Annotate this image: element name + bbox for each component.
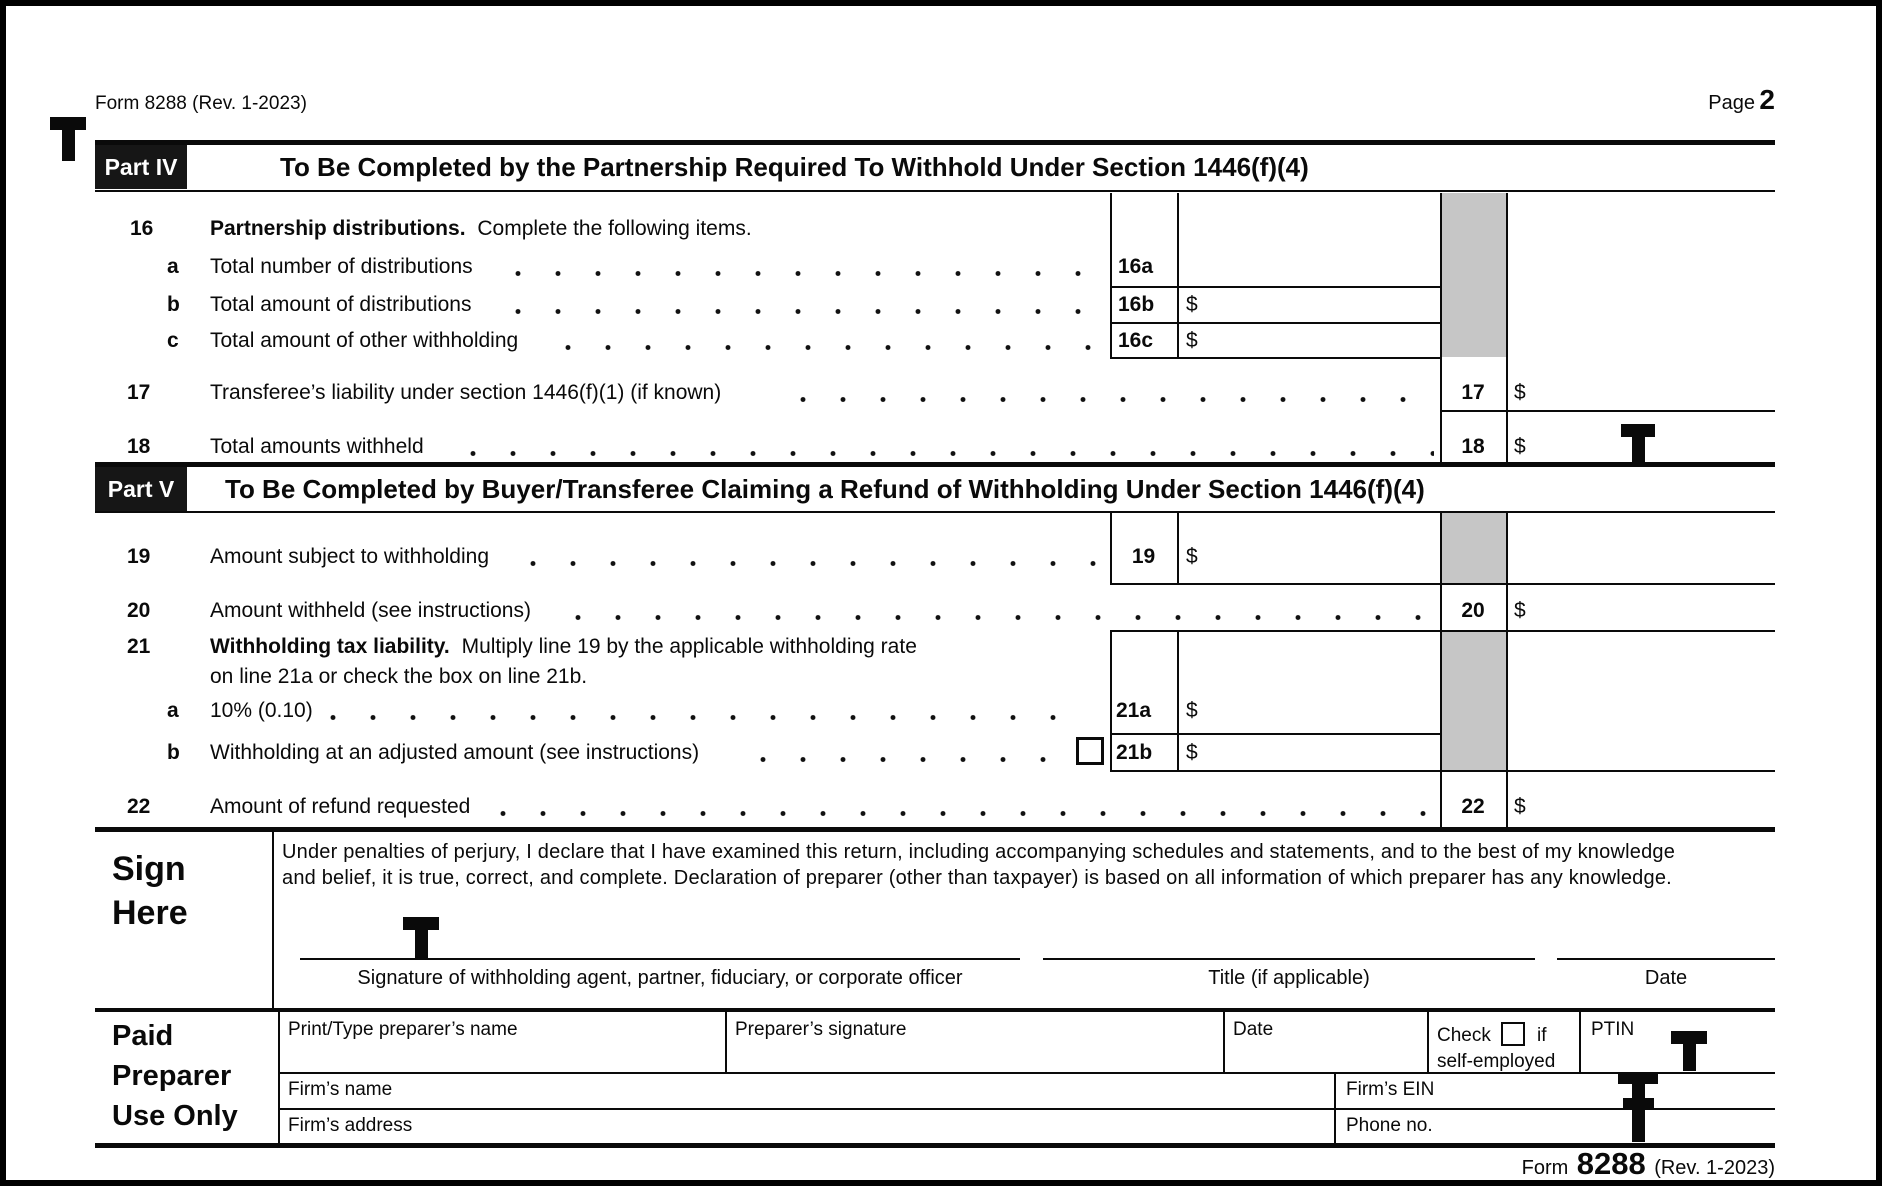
line20-text: Amount withheld (see instructions) [210,599,531,622]
dollar-sign: $ [1514,381,1526,404]
dollar-sign: $ [1514,435,1526,458]
footer-rev: (Rev. 1-2023) [1654,1157,1775,1179]
line17-box-label: 17 [1461,381,1485,404]
text-cursor-bar [1618,1072,1658,1084]
text-cursor-stem [1632,1084,1645,1142]
text-cursor-bar [403,917,439,930]
grid-vline [1506,513,1508,827]
part4-label: Part IV [95,145,187,189]
paid-preparer-label-line1: Paid [112,1020,174,1052]
text-cursor-marker-5[interactable] [1618,1072,1658,1142]
dollar-sign: $ [1186,545,1198,568]
text-cursor-marker-2[interactable] [1621,424,1655,462]
line21-text-bold: Withholding tax liability. [210,635,450,658]
grid-hline [1110,357,1442,359]
paid-preparer-label-line2: Preparer [112,1060,232,1092]
line16a-entry-field[interactable] [1180,195,1438,284]
grid-vline [1110,630,1112,770]
line22-box-label: 22 [1461,795,1485,818]
dotted-leader [530,560,1102,567]
line21b-box-label: 21b [1116,741,1153,764]
line16c-entry-field[interactable] [1210,324,1438,355]
line16-text-rest: Complete the following items. [477,217,752,240]
signature-line[interactable] [300,958,1020,960]
grid-vline [1440,513,1442,827]
line21b-entry-field[interactable] [1210,735,1438,768]
line21-number: 21 [127,635,151,658]
date-line[interactable] [1557,958,1775,960]
line16a-text: Total number of distributions [210,255,473,278]
part5-title: To Be Completed by Buyer/Transferee Claiming a Refund of Withholding Under Section 1446(f)(4) [225,474,1425,504]
grid-vline [1177,193,1179,357]
line16c-text: Total amount of other withholding [210,329,519,352]
line22-entry-field[interactable] [1540,772,1775,825]
line19-entry-field[interactable] [1210,514,1438,581]
part5-bottom-rule [95,827,1775,832]
line16a-letter: a [167,255,179,278]
text-cursor-marker-3[interactable] [403,917,439,958]
firm-name-field[interactable] [430,1074,1330,1106]
preparer-date-label: Date [1233,1019,1274,1040]
line21-text-rest: Multiply line 19 by the applicable withholding rate [461,635,917,658]
line21a-text: 10% (0.10) [210,699,313,722]
grid-vline [1177,513,1179,583]
grid-vline [1440,193,1442,462]
line22-text: Amount of refund requested [210,795,471,818]
dollar-sign: $ [1186,293,1198,316]
line16-text-bold: Partnership distributions. [210,217,466,240]
part5-label: Part V [95,467,187,511]
dotted-leader [575,614,1434,621]
dollar-sign: $ [1514,795,1526,818]
firm-name-label: Firm’s name [288,1079,393,1100]
text-cursor-stem [62,130,75,161]
footer-form-id [1300,1146,1775,1182]
line18-number: 18 [127,435,151,458]
date-line-label: Date [1644,967,1688,989]
footer-form-label: Form [1521,1157,1569,1179]
text-cursor-bar [1621,424,1655,437]
title-line-label: Title (if applicable) [1208,967,1370,989]
grid-vline [1177,630,1179,770]
line21b-letter: b [167,741,180,764]
line19-number: 19 [127,545,151,568]
signature-line-label: Signature of withholding agent, partner, fiduciary, or corporate officer [357,967,963,989]
shaded-area [1442,513,1506,583]
preparer-name-field[interactable] [280,1042,723,1070]
title-line[interactable] [1043,958,1535,960]
firm-address-label: Firm’s address [288,1115,413,1136]
shaded-area [1442,193,1506,357]
line21a-entry-field[interactable] [1210,632,1438,731]
line16c-letter: c [167,329,179,352]
text-cursor-marker-1[interactable] [50,117,86,161]
shaded-area [1442,630,1506,770]
line16b-entry-field[interactable] [1210,288,1438,320]
line18-box-label: 18 [1461,435,1485,458]
dollar-sign: $ [1186,329,1198,352]
text-cursor-bar [1671,1031,1707,1044]
part4-bar-bottom-rule [95,190,1775,192]
line21b-checkbox[interactable] [1076,737,1104,765]
text-cursor-stem [415,930,428,958]
sign-section-bottom-rule [95,1008,1775,1012]
preparer-section-divider [278,1012,280,1143]
line16b-text: Total amount of distributions [210,293,472,316]
preparer-signature-field[interactable] [727,1042,1221,1070]
phone-label: Phone no. [1346,1115,1433,1136]
ptin-label: PTIN [1591,1019,1635,1040]
dotted-leader [470,450,1434,457]
line17-entry-field[interactable] [1540,360,1775,408]
grid-vline [1506,193,1508,462]
grid-vline [1110,193,1112,357]
part5-bar-bottom-rule [95,511,1775,513]
line20-box-label: 20 [1461,599,1485,622]
text-cursor-bar [50,117,86,130]
grid-hline [1110,583,1775,585]
grid-hline [1440,410,1775,412]
line16c-box-label: 16c [1118,329,1154,352]
dollar-sign: $ [1514,599,1526,622]
line18-text: Total amounts withheld [210,435,424,458]
dollar-sign: $ [1186,741,1198,764]
line20-entry-field[interactable] [1540,586,1775,628]
text-cursor-bar [1623,1098,1654,1110]
line21a-letter: a [167,699,179,722]
self-employed-label: self-employed [1437,1051,1556,1072]
self-employed-checkbox[interactable] [1501,1022,1525,1046]
line18-entry-field[interactable] [1540,413,1775,460]
line16a-box-label: 16a [1118,255,1154,278]
line16-number: 16 [130,217,154,240]
line16b-letter: b [167,293,180,316]
form-rev-header: Form 8288 (Rev. 1-2023) [95,93,307,114]
dotted-leader [515,308,1102,315]
sign-here-label-line2: Here [112,894,188,932]
dotted-leader [800,396,1434,403]
dotted-leader [515,270,1102,277]
line16-text [210,216,752,242]
dotted-leader [500,810,1434,817]
text-cursor-marker-4[interactable] [1671,1031,1707,1071]
footer-form-number: 8288 [1576,1146,1646,1181]
page-indicator [1500,84,1775,116]
sign-here-label-line1: Sign [112,850,186,888]
check-label: Check [1437,1025,1491,1046]
firm-ein-label: Firm’s EIN [1346,1079,1435,1100]
dotted-leader [760,756,1060,763]
line17-text: Transferee’s liability under section 1446(f)(1) (if known) [210,381,722,404]
preparer-date-field[interactable] [1225,1042,1425,1070]
dotted-leader [565,344,1102,351]
sign-section-divider [272,832,274,1008]
line19-text: Amount subject to withholding [210,545,489,568]
line21b-text: Withholding at an adjusted amount (see instructions) [210,741,700,764]
line17-number: 17 [127,381,151,404]
grid-vline [1427,1012,1429,1072]
firm-address-field[interactable] [460,1110,1330,1141]
line16b-box-label: 16b [1118,293,1155,316]
line19-box-label: 19 [1131,545,1156,568]
line22-number: 22 [127,795,151,818]
text-cursor-stem [1683,1044,1696,1071]
line21a-box-label: 21a [1116,699,1152,722]
line21-text-cont: on line 21a or check the box on line 21b. [210,665,588,688]
line21-text [210,634,917,660]
part4-title: To Be Completed by the Partnership Required To Withhold Under Section 1446(f)(4) [280,152,1309,182]
page-number: 2 [1759,84,1775,115]
preparer-name-label: Print/Type preparer’s name [288,1019,518,1040]
text-cursor-stem [1632,437,1645,462]
dollar-sign: $ [1186,699,1198,722]
check-if-label: if [1537,1025,1547,1046]
paid-preparer-label-line3: Use Only [112,1100,238,1132]
preparer-signature-label: Preparer’s signature [735,1019,907,1040]
line20-number: 20 [127,599,151,622]
perjury-statement-line2: and belief, it is true, correct, and complete. Declaration of preparer (other than taxpayer) is based on all information of which preparer has any knowledge. [282,867,1672,889]
perjury-statement-line1: Under penalties of perjury, I declare that I have examined this return, including accompanying schedules and statements, and to the best of my knowledge [282,841,1676,863]
page-label: Page [1708,92,1755,114]
dotted-leader [330,714,1065,721]
